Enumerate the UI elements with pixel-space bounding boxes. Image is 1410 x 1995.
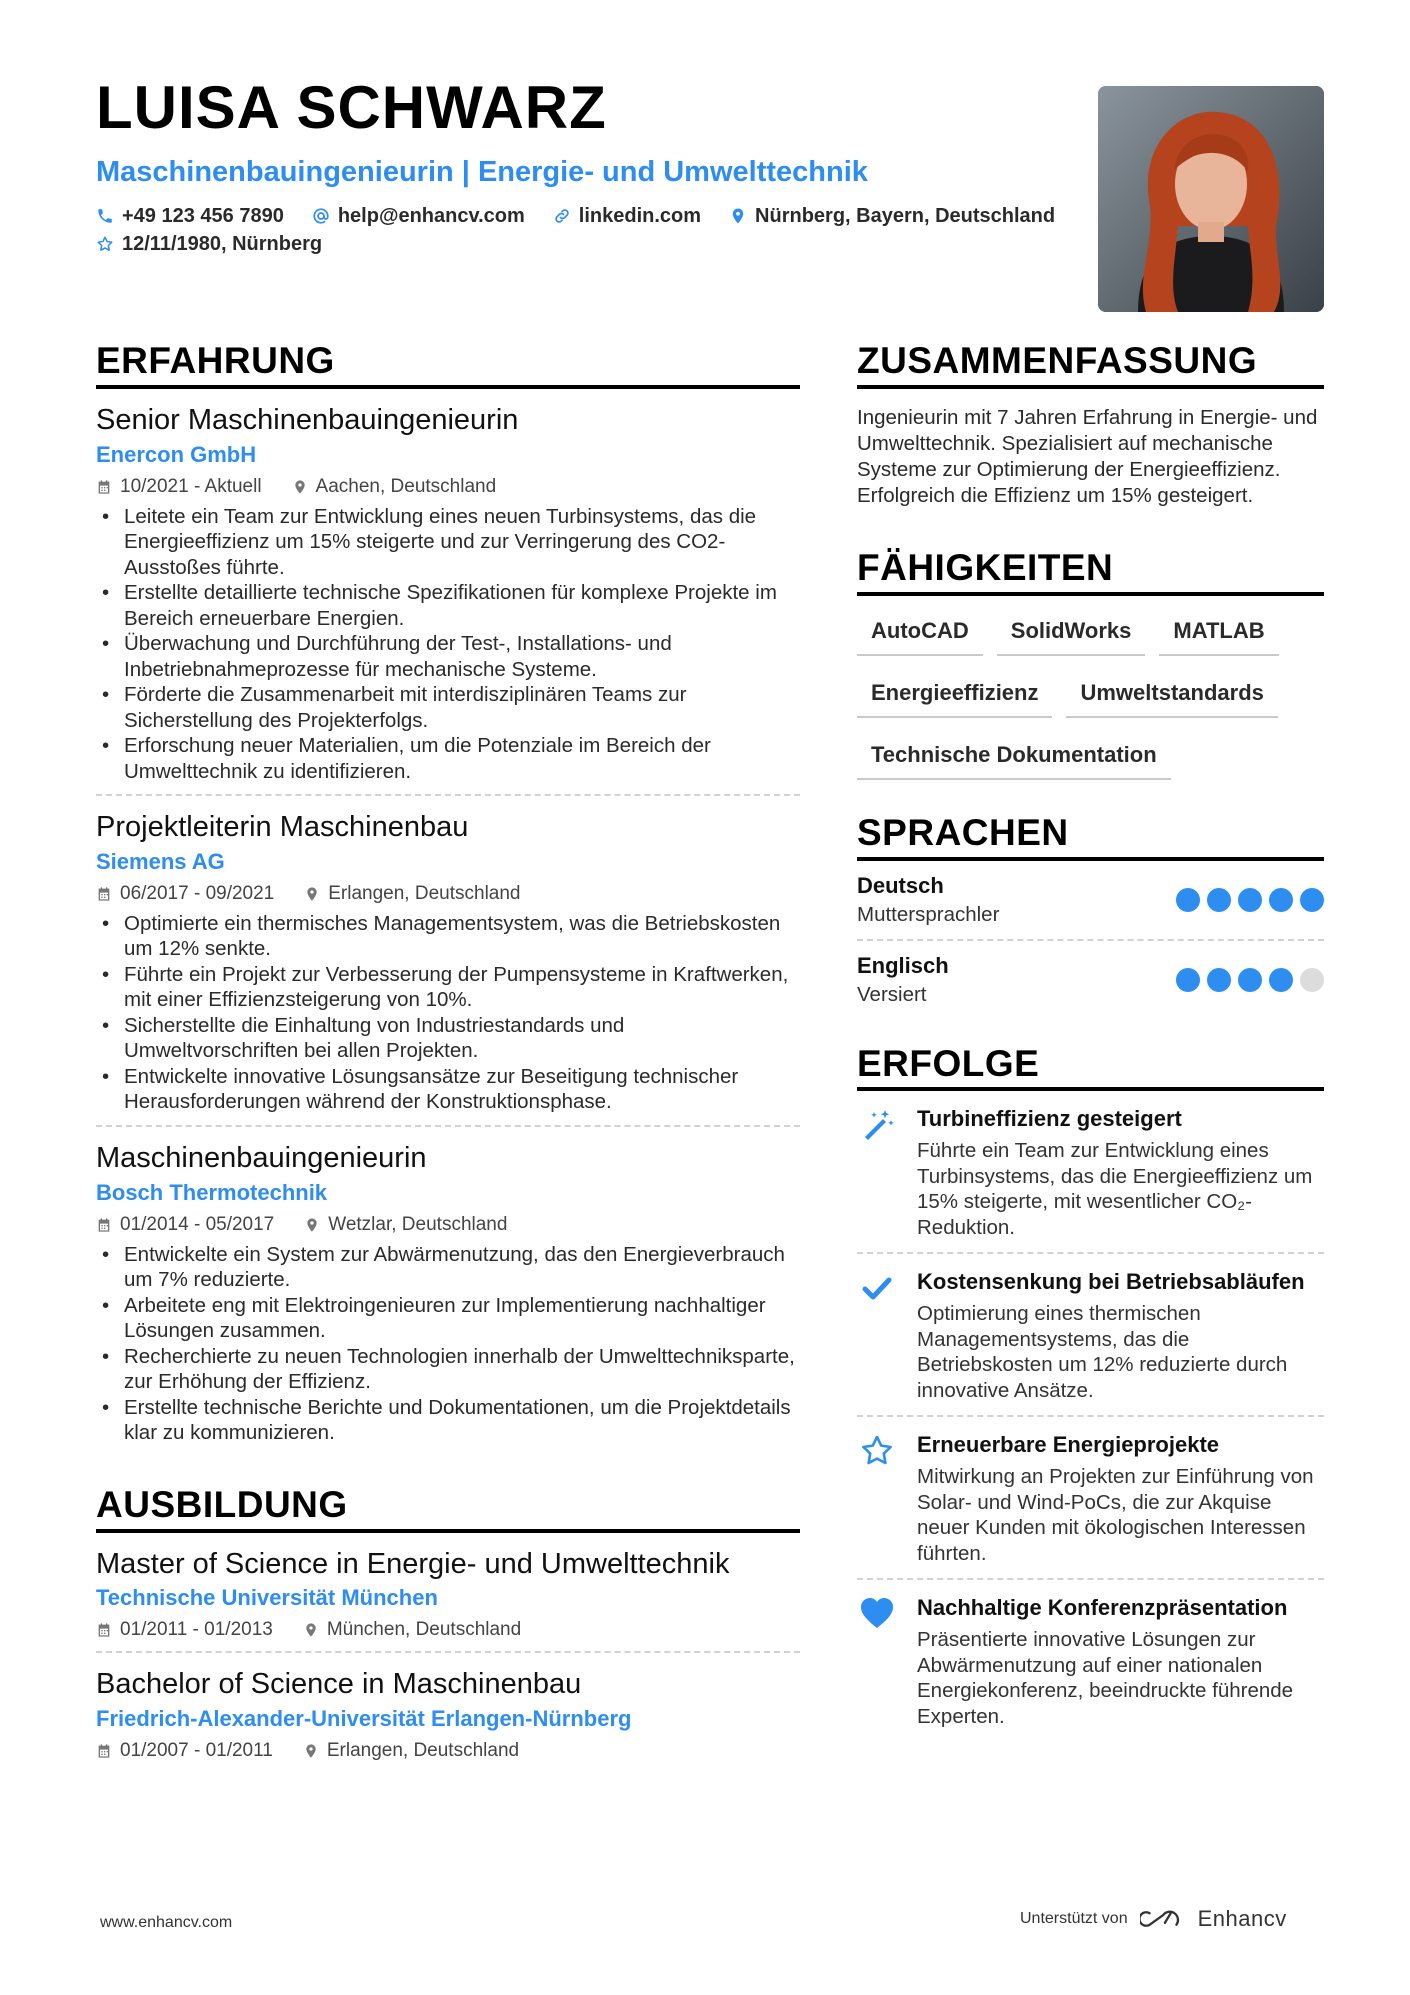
language-level: Versiert xyxy=(857,982,927,1006)
skills-heading: FÄHIGKEITEN xyxy=(857,549,1324,596)
job-meta xyxy=(96,1214,800,1236)
language-row xyxy=(857,861,1324,941)
calendar-icon xyxy=(96,1743,112,1759)
achievements-list xyxy=(857,1091,1324,1741)
star-icon xyxy=(857,1431,897,1566)
filled-dot xyxy=(1300,888,1324,912)
filled-dot xyxy=(1207,968,1231,992)
phone-icon xyxy=(96,207,114,225)
star-outline-icon xyxy=(96,235,114,253)
skill-tag: MATLAB xyxy=(1159,612,1278,656)
filled-dot xyxy=(1269,888,1293,912)
location-text: Erlangen, Deutschland xyxy=(326,1740,520,1762)
powered-by-text: Unterstützt von xyxy=(1020,1910,1128,1927)
enhancv-logo-icon xyxy=(1140,1907,1186,1931)
degree-title: Bachelor of Science in Maschinenbau xyxy=(96,1668,582,1701)
achievement-body xyxy=(917,1105,1324,1240)
date-text: 10/2021 - Aktuell xyxy=(120,475,262,497)
skills-list xyxy=(857,612,1324,780)
achievement-item xyxy=(857,1417,1324,1580)
achievement-description: Präsentierte innovative Lösungen zur Abwärmenutzung auf einer nationalen Energiekonferenz, beeindruckte führende Experten. xyxy=(917,1628,1294,1728)
skill-tag: Technische Dokumentation xyxy=(857,736,1171,780)
location-text: Aachen, Deutschland xyxy=(315,475,497,497)
skill-tag: AutoCAD xyxy=(857,612,983,656)
phone-text: +49 123 456 7890 xyxy=(122,204,284,227)
language-name: Deutsch xyxy=(857,872,944,898)
link-icon xyxy=(553,207,571,225)
at-icon xyxy=(312,207,330,225)
empty-dot xyxy=(1300,968,1324,992)
achievement-title: Erneuerbare Energieprojekte xyxy=(917,1432,1220,1458)
job-location xyxy=(304,883,520,905)
date-range xyxy=(96,1619,273,1641)
achievement-title: Turbineffizienz gesteigert xyxy=(917,1106,1182,1132)
degree-title: Master of Science in Energie- und Umwelttechnik xyxy=(96,1547,730,1580)
job-location xyxy=(303,1619,521,1641)
language-name: Englisch xyxy=(857,952,949,978)
skill-tag: Umweltstandards xyxy=(1066,674,1277,718)
location-pin-icon xyxy=(303,1622,319,1638)
bullet-item: • Erforschung neuer Materialien, um die Potenziale im Bereich der Umwelttechnik zu identifizieren. xyxy=(96,733,800,784)
achievement-body xyxy=(917,1431,1324,1566)
skill-tag: SolidWorks xyxy=(997,612,1146,656)
achievement-description: Mitwirkung an Projekten zur Einführung von Solar- und Wind-PoCs, die zur Akquise neuer Kunden mit ökologischen Interessen führten. xyxy=(917,1465,1314,1565)
filled-dot xyxy=(1269,968,1293,992)
languages-heading: SPRACHEN xyxy=(857,814,1324,861)
candidate-name: LUISA SCHWARZ xyxy=(96,74,607,141)
date-range xyxy=(96,883,274,905)
birth-text: 12/11/1980, Nürnberg xyxy=(122,232,323,255)
date-text: 01/2011 - 01/2013 xyxy=(120,1619,273,1641)
location-pin-icon xyxy=(729,207,747,225)
job-entry xyxy=(96,389,800,796)
education-heading: AUSBILDUNG xyxy=(96,1486,800,1533)
achievement-title: Nachhaltige Konferenzpräsentation xyxy=(917,1595,1288,1621)
location-text: München, Deutschland xyxy=(326,1619,522,1641)
achievement-body xyxy=(917,1594,1324,1729)
job-meta xyxy=(96,476,800,498)
calendar-icon xyxy=(96,479,112,495)
company-name: Enercon GmbH xyxy=(96,441,257,467)
job-title: Projektleiterin Maschinenbau xyxy=(96,811,469,844)
contact-phone xyxy=(96,205,284,228)
bullet-item: • Leitete ein Team zur Entwicklung eines neuen Turbinsystems, das die Energieeffizienz um 15% steigerte und zur Verringerung des CO2-Ausstoßes führte. xyxy=(96,504,800,581)
summary-heading: ZUSAMMENFASSUNG xyxy=(857,342,1324,389)
education-entry xyxy=(96,1653,800,1772)
email-text[interactable]: help@enhancv.com xyxy=(337,204,525,227)
left-column xyxy=(96,342,800,1772)
job-title: Maschinenbauingenieurin xyxy=(96,1141,427,1174)
job-location xyxy=(304,1214,507,1236)
experience-list xyxy=(96,389,800,1456)
contact-location xyxy=(729,205,1055,228)
achievement-item xyxy=(857,1580,1324,1741)
achievement-item xyxy=(857,1091,1324,1254)
school-name: Friedrich-Alexander-Universität Erlangen-Nürnberg xyxy=(96,1706,632,1732)
company-name: Bosch Thermotechnik xyxy=(96,1179,328,1205)
job-entry xyxy=(96,796,800,1127)
job-bullets xyxy=(96,1242,800,1446)
achievement-description: Optimierung eines thermischen Managementsystems, das die Betriebskosten um 12% reduzierte durch innovative Ansätze. xyxy=(917,1302,1288,1402)
date-range xyxy=(96,1214,274,1236)
bullet-item: • Sicherstellte die Einhaltung von Industriestandards und Umweltvorschriften bei allen Projekten. xyxy=(96,1013,800,1064)
location-pin-icon xyxy=(304,1217,320,1233)
date-range xyxy=(96,1740,273,1762)
education-list xyxy=(96,1533,800,1773)
footer-website[interactable]: www.enhancv.com xyxy=(100,1914,233,1931)
job-meta xyxy=(96,1619,800,1641)
achievement-description: Führte ein Team zur Entwicklung eines Turbinsystems, das die Energieeffizienz um 15% steigerte, mit wesentlicher CO₂-Reduktion. xyxy=(917,1139,1313,1239)
checkmark-icon xyxy=(857,1268,897,1403)
bullet-item: • Erstellte detaillierte technische Spezifikationen für komplexe Projekte im Bereich erneuerbare Energien. xyxy=(96,580,800,631)
headline: Maschinenbauingenieurin | Energie- und Umwelttechnik xyxy=(96,156,868,188)
calendar-icon xyxy=(96,886,112,902)
job-entry xyxy=(96,1127,800,1456)
language-info xyxy=(857,953,949,1007)
linkedin-text[interactable]: linkedin.com xyxy=(578,204,702,227)
bullet-item: • Erstellte technische Berichte und Dokumentationen, um die Projektdetails klar zu kommunizieren. xyxy=(96,1395,800,1446)
contact-email[interactable] xyxy=(312,205,525,228)
language-info xyxy=(857,873,999,927)
job-location xyxy=(292,476,497,498)
filled-dot xyxy=(1207,888,1231,912)
languages-list xyxy=(857,861,1324,1019)
profile-photo xyxy=(1098,86,1324,312)
bullet-item: • Entwickelte ein System zur Abwärmenutzung, das den Energieverbrauch um 7% reduzierte. xyxy=(96,1242,800,1293)
date-range xyxy=(96,476,262,498)
heart-icon xyxy=(857,1594,897,1729)
date-text: 01/2007 - 01/2011 xyxy=(120,1740,273,1762)
job-meta xyxy=(96,1740,800,1762)
enhancv-brand-text: Enhancv xyxy=(1197,1906,1287,1931)
job-location xyxy=(303,1740,519,1762)
bullet-item: • Arbeitete eng mit Elektroingenieuren zur Implementierung nachhaltiger Lösungen zusammen. xyxy=(96,1293,800,1344)
filled-dot xyxy=(1176,968,1200,992)
achievement-body xyxy=(917,1268,1324,1403)
contact-info xyxy=(96,206,1076,262)
calendar-icon xyxy=(96,1217,112,1233)
language-row xyxy=(857,941,1324,1019)
footer-branding xyxy=(1020,1906,1287,1932)
experience-heading: ERFAHRUNG xyxy=(96,342,800,389)
right-column xyxy=(857,342,1324,1741)
achievement-item xyxy=(857,1254,1324,1417)
job-bullets xyxy=(96,911,800,1115)
school-name: Technische Universität München xyxy=(96,1585,438,1611)
date-text: 06/2017 - 09/2021 xyxy=(120,882,275,904)
education-entry xyxy=(96,1533,800,1654)
bullet-item: • Entwickelte innovative Lösungsansätze zur Beseitigung technischer Herausforderungen während der Konstruktionsphase. xyxy=(96,1064,800,1115)
language-level: Muttersprachler xyxy=(857,902,1000,926)
bullet-item: • Förderte die Zusammenarbeit mit interdisziplinären Teams zur Sicherstellung des Projekterfolgs. xyxy=(96,682,800,733)
proficiency-dots xyxy=(1176,968,1324,992)
calendar-icon xyxy=(96,1622,112,1638)
bullet-item: • Optimierte ein thermisches Managementsystem, was die Betriebskosten um 12% senkte. xyxy=(96,911,800,962)
company-name: Siemens AG xyxy=(96,848,225,874)
magic-wand-icon xyxy=(857,1105,897,1240)
summary-text: Ingenieurin mit 7 Jahren Erfahrung in Energie- und Umwelttechnik. Spezialisiert auf mechanische Systeme zur Optimierung der Energieeffizienz. Erfolgreich die Effizienz um 15% gesteigert. xyxy=(857,405,1318,507)
achievement-title: Kostensenkung bei Betriebsabläufen xyxy=(917,1269,1305,1295)
filled-dot xyxy=(1238,968,1262,992)
achievements-heading: ERFOLGE xyxy=(857,1045,1324,1092)
location-pin-icon xyxy=(292,479,308,495)
proficiency-dots xyxy=(1176,888,1324,912)
job-bullets xyxy=(96,504,800,785)
location-pin-icon xyxy=(303,1743,319,1759)
filled-dot xyxy=(1176,888,1200,912)
contact-linkedin[interactable] xyxy=(553,205,701,228)
filled-dot xyxy=(1238,888,1262,912)
location-text: Wetzlar, Deutschland xyxy=(328,1213,508,1235)
location-text: Erlangen, Deutschland xyxy=(328,882,521,904)
bullet-item: • Führte ein Projekt zur Verbesserung der Pumpensysteme in Kraftwerken, mit einer Effizienzsteigerung von 10%. xyxy=(96,962,800,1013)
contact-birth xyxy=(96,233,322,256)
job-meta xyxy=(96,883,800,905)
location-text: Nürnberg, Bayern, Deutschland xyxy=(755,204,1056,227)
location-pin-icon xyxy=(304,886,320,902)
bullet-item: • Recherchierte zu neuen Technologien innerhalb der Umwelttechniksparte, zur Erhöhung der Effizienz. xyxy=(96,1344,800,1395)
skill-tag: Energieeffizienz xyxy=(857,674,1052,718)
job-title: Senior Maschinenbauingenieurin xyxy=(96,403,519,436)
bullet-item: • Überwachung und Durchführung der Test-, Installations- und Inbetriebnahmeprozesse für mechanische Systeme. xyxy=(96,631,800,682)
date-text: 01/2014 - 05/2017 xyxy=(120,1213,275,1235)
